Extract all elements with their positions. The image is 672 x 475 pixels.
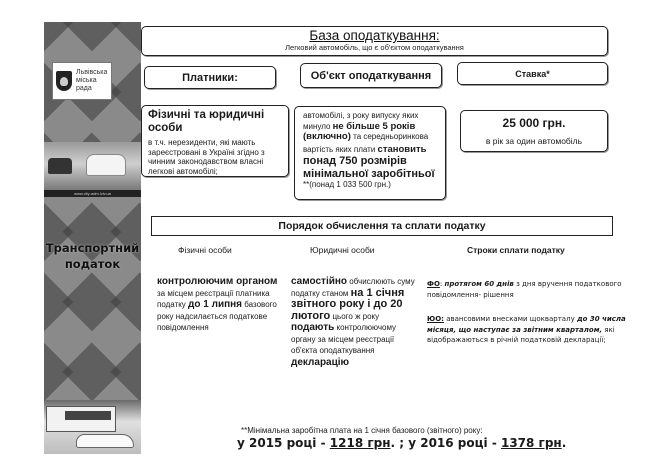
banner-title-line: податок (64, 257, 121, 271)
text: з дня вручення податкового повідомлення- рішення (427, 280, 622, 299)
bold-text: самостійно (291, 276, 348, 287)
object-text: автомобілі, з року випуску яких минуло (303, 111, 419, 131)
terms-individuals: ФО: протягом 60 днів з дня вручення податкового повідомлення- рішення (427, 280, 622, 299)
coat-of-arms-icon (56, 71, 72, 91)
terms-column-header: Строки сплати податку (467, 245, 565, 255)
year-2015-value: 1218 грн (329, 436, 391, 450)
object-card (294, 106, 446, 200)
text: цього ж року (330, 311, 380, 321)
min-wage-values (237, 436, 566, 450)
individuals-procedure (157, 276, 287, 334)
object-text: та середньоринкова вартість яких плати (303, 132, 429, 154)
photo-caption: www.city-adm.lviv.ua (44, 190, 141, 197)
bus-image (46, 406, 116, 432)
logo-line: міська (76, 77, 97, 84)
individuals-column-header: Фізичні особи (178, 245, 232, 255)
rate-heading: Ставка* (457, 62, 608, 85)
page-title: База оподаткування: (309, 28, 440, 43)
bold-text: контролюючим органом (157, 276, 278, 287)
bold-text: на 1 січня звітного року і до 20 лютого (291, 286, 405, 322)
text: обчислюють суму податку станом (291, 277, 415, 298)
bold-italic-text: протягом 60 днів (444, 280, 514, 288)
payers-card (141, 105, 289, 177)
payers-text: в т.ч. нерезиденти, які мають зареєстровані в Україні згідно з чинним законодавством власні легкові автомобілі; (148, 138, 265, 176)
text: базового року надсилається податкове повідомлення (157, 300, 277, 332)
sportscar-image (76, 434, 134, 448)
text: авансовими внесками щокварталу (443, 315, 577, 323)
object-heading: Об'єкт оподаткування (300, 63, 442, 88)
logo-text (76, 69, 107, 93)
rate-note: в рік за один автомобіль (485, 136, 583, 146)
logo-line: рада (76, 85, 92, 92)
car-image (86, 154, 126, 176)
terms-legal (427, 314, 637, 346)
bold-text: подають (291, 322, 335, 333)
object-bold: становить (377, 143, 427, 155)
bus-photo (44, 400, 141, 454)
rate-amount: 25 000 грн. (502, 116, 566, 130)
banner-title (44, 240, 141, 272)
payment-terms (427, 279, 637, 346)
fo-label: ФО (427, 280, 440, 288)
payers-title: Фізичні та юридичні особи (148, 109, 265, 134)
year-2016-label: у 2016 році - (408, 436, 501, 450)
min-wage-footnote: **Мінімальна заробітна плата на 1 січня базового (звітного) року: (241, 426, 483, 435)
cars-photo (44, 142, 141, 190)
legal-procedure (291, 276, 421, 368)
bold-italic-text: до 30 числа місяця, що наступає за звітним кварталом, (427, 315, 626, 334)
year-2016-value: 1378 грн (500, 436, 562, 450)
bold-text: декларацію (291, 356, 350, 368)
legal-column-header: Юридичні особи (310, 245, 375, 255)
separator: . ; (390, 436, 409, 450)
text: за місцем реєстрації платника податку (157, 288, 270, 309)
bold-text: до 1 липня (188, 299, 243, 310)
tax-base-header (141, 26, 608, 56)
yo-label: ЮО: (427, 315, 444, 323)
object-bold-large: понад 750 розмірів мінімальної заробітньої (303, 155, 435, 180)
object-bold: не більше 5 років (включно) (303, 120, 416, 142)
object-note: **(понад 1 033 500 грн.) (303, 180, 391, 189)
period: . (561, 436, 567, 450)
page-subtitle: Легковий автомобіль, що є об'єктом оподаткування (285, 43, 464, 52)
logo-line: Львівська (76, 69, 108, 76)
rate-card (460, 110, 608, 152)
procedure-heading: Порядок обчислення та сплати податку (151, 216, 613, 236)
payers-heading: Платники: (144, 66, 276, 89)
car-image (48, 158, 72, 174)
text: які відображаються в річній податковій декларації; (427, 325, 615, 344)
city-council-logo (52, 62, 112, 100)
text: контролюючому органу за місцем реєстрації об'єкта оподаткування (291, 323, 397, 355)
year-2015-label: у 2015 році - (237, 436, 330, 450)
banner-title-line: Транспортний (45, 241, 140, 255)
